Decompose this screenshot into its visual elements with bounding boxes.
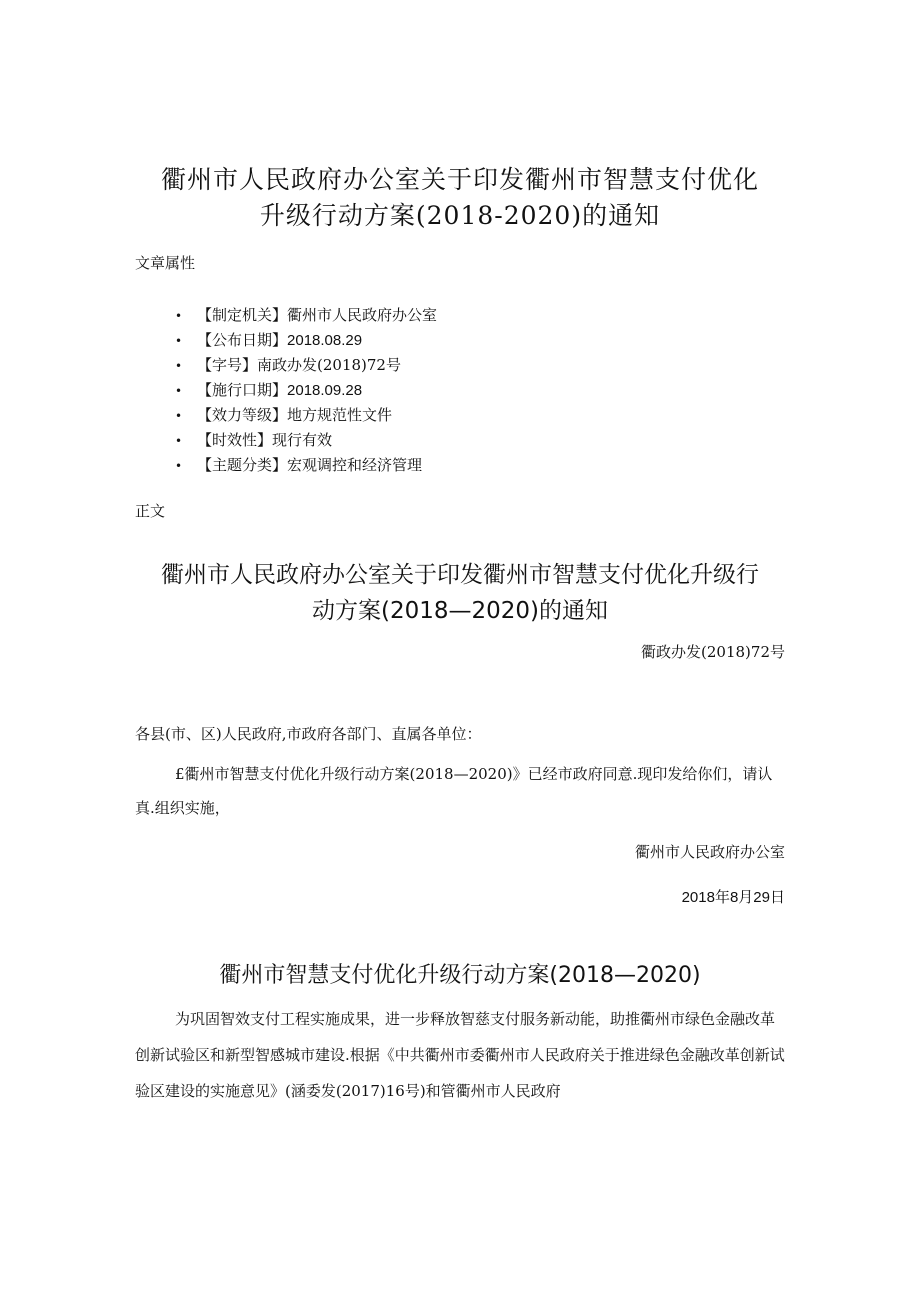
- document-number: 衢政办发(2018)72号: [641, 643, 785, 661]
- property-value: 南政办发(2018)72号: [257, 356, 401, 374]
- bullet-icon: •: [175, 383, 183, 398]
- property-value: 2018.09.28: [287, 382, 363, 399]
- property-key: 【制定机关】: [197, 306, 288, 324]
- property-key: 【时效性】: [197, 431, 273, 449]
- bullet-icon: •: [175, 333, 183, 348]
- notice-body: £衢州市智慧支付优化升级行动方案(2018—2020)》已经市政府同意.现印发给你们，请认真.组织实施，: [135, 765, 773, 817]
- property-key: 【主题分类】: [197, 456, 288, 474]
- properties-label: 文章属性: [135, 254, 196, 272]
- notice-title-line-1: 衢州市人民政府办公室关于印发衢州市智慧支付优化升级行: [161, 562, 759, 588]
- properties-list: [175, 303, 437, 478]
- document-title-line-2: 升级行动方案(2018-2020)的通知: [259, 201, 661, 230]
- plan-body: 为巩固智效支付工程实施成果，进一步释放智慈支付服务新动能，助推衢州市绿色金融改革创新试验区和新型智感城市建设.根据《中共衢州市委衢州市人民政府关于推进绿色金融改革创新试验区建设的实施意见》(涵委发(2017)16号)和管衢州市人民政府: [135, 1010, 785, 1100]
- property-key: 【公布日期】: [197, 331, 288, 349]
- property-value: 宏观调控和经济管理: [287, 456, 423, 474]
- issuer-signature: 衢州市人民政府办公室: [634, 843, 785, 861]
- property-item: [175, 303, 437, 328]
- property-key: 【效力等级】: [197, 406, 288, 424]
- property-value: 2018.08.29: [287, 332, 363, 349]
- property-key: 【施行口期】: [197, 381, 288, 399]
- property-item: [175, 378, 437, 403]
- document-title: [130, 162, 790, 234]
- bullet-icon: •: [175, 358, 183, 373]
- property-item: [175, 328, 437, 353]
- bullet-icon: •: [175, 433, 183, 448]
- property-key: 【字号】: [197, 356, 258, 374]
- bullet-icon: •: [175, 458, 183, 473]
- notice-title-line-2: 动方案(2018—2020)的通知: [311, 598, 608, 624]
- property-value: 地方规范性文件: [287, 406, 393, 424]
- property-item: [175, 428, 437, 453]
- body-label: 正文: [135, 502, 166, 520]
- notice-title: [130, 557, 790, 629]
- document-title-line-1: 衢州市人民政府办公室关于印发衢州市智慧支付优化: [160, 165, 759, 194]
- property-item: [175, 453, 437, 478]
- property-value: 衢州市人民政府办公室: [287, 306, 438, 324]
- property-item: [175, 353, 437, 378]
- property-value: 现行有效: [272, 431, 333, 449]
- bullet-icon: •: [175, 408, 183, 423]
- plan-title: 衢州市智慧支付优化升级行动方案(2018—2020): [219, 963, 701, 988]
- issue-date: 2018年8月29日: [681, 889, 785, 906]
- salutation: 各县(市、区)人民政府,市政府各部门、直属各单位：: [135, 725, 482, 743]
- property-item: [175, 403, 437, 428]
- bullet-icon: •: [175, 308, 183, 323]
